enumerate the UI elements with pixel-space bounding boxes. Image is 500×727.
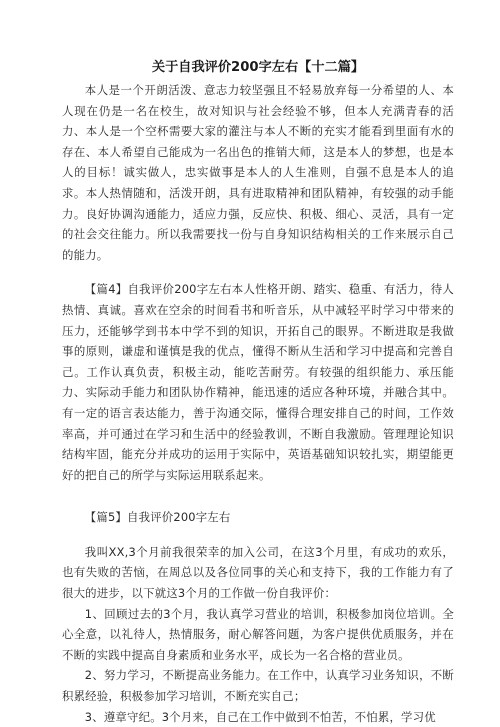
paragraph-item-1: 1、回顾过去的3个月，我认真学习营业的培训，积极参加岗位培训。全心全意，以礼待人，热情服务，耐心解答问题，为客户提供优质服务，并在不断的实践中提高自身素质和业务水平，成长为一名合格的营业员。 — [62, 606, 454, 662]
paragraph-section-4: 【篇4】自我评价200字左右本人性格开朗、踏实、稳重、有活力，待人热情、真诚。喜欢在空余的时间看书和听音乐，从中减轻平时学习中带来的压力，还能够学到书本中学不到的知识，开拓自己的眼界。不断进取是我做事的原则，谦虚和谨慎是我的优点，懂得不断从生活和学习中提高和完善自己。工作认真负责，积极主动，能吃苦耐劳。有较强的组织能力、承压能力、实际动手能力和团队协作精神，能迅速的适应各种环境，并融合其中。有一定的语言表达能力，善于沟通交际，懂得合理安排自己的时间，工作效率高，并可通过在学习和生活中的经验教训，不断自我激励。管理理论知识结构牢固，能充分并成功的运用于实际中，英语基础知识较扎实，期望能更好的把自己的所学与实际运用联系起来。 — [62, 282, 454, 482]
paragraph-item-2: 2、努力学习，不断提高业务能力。在工作中，认真学习业务知识，不断积累经验，积极参加学习培训，不断充实自己； — [62, 668, 454, 704]
paragraph-section-5-intro: 我叫XX,3个月前我很荣幸的加入公司，在这3个月里，有成功的欢乐，也有失败的苦恼，在周总以及各位同事的关心和支持下，我的工作能力有了很大的进步，以下就这3个月的工作做一份自我评价： — [62, 544, 454, 601]
paragraph-gap — [62, 528, 454, 542]
paragraph-gap — [62, 265, 454, 279]
section-5-heading: 【篇5】自我评价200字左右 — [84, 510, 231, 525]
paragraph-gap — [62, 485, 454, 507]
paragraph-item-3: 3、遵章守纪。3个月来，自己在工作中做到不怕苦，不怕累，学习优 — [84, 709, 436, 724]
paragraph-self-intro: 本人是一个开朗活泼、意志力较坚强且不轻易放弃每一分希望的人、本人现在仍是一名在校生，故对知识与社会经验不够，但本人充满青春的活力、本人是一个空杯需要大家的灌注与本人不断的充实才能看到里面有水的存在、本人希望自己能成为一名出色的推销大师，这是本人的梦想，也是本人的目标！诚实做人，忠实做事是本人的人生准则，自强不息是本人的追求。本人热情随和，活泼开朗，具有进取精神和团队精神，有较强的动手能力。良好协调沟通能力，适应力强，反应快、积极、细心、灵活，具有一定的社会交往能力。所以我需要找一份与自身知识结构相关的工作来展示自己的能力。 — [62, 83, 454, 262]
document-title: 关于自我评价200字左右【十二篇】 — [151, 60, 365, 75]
